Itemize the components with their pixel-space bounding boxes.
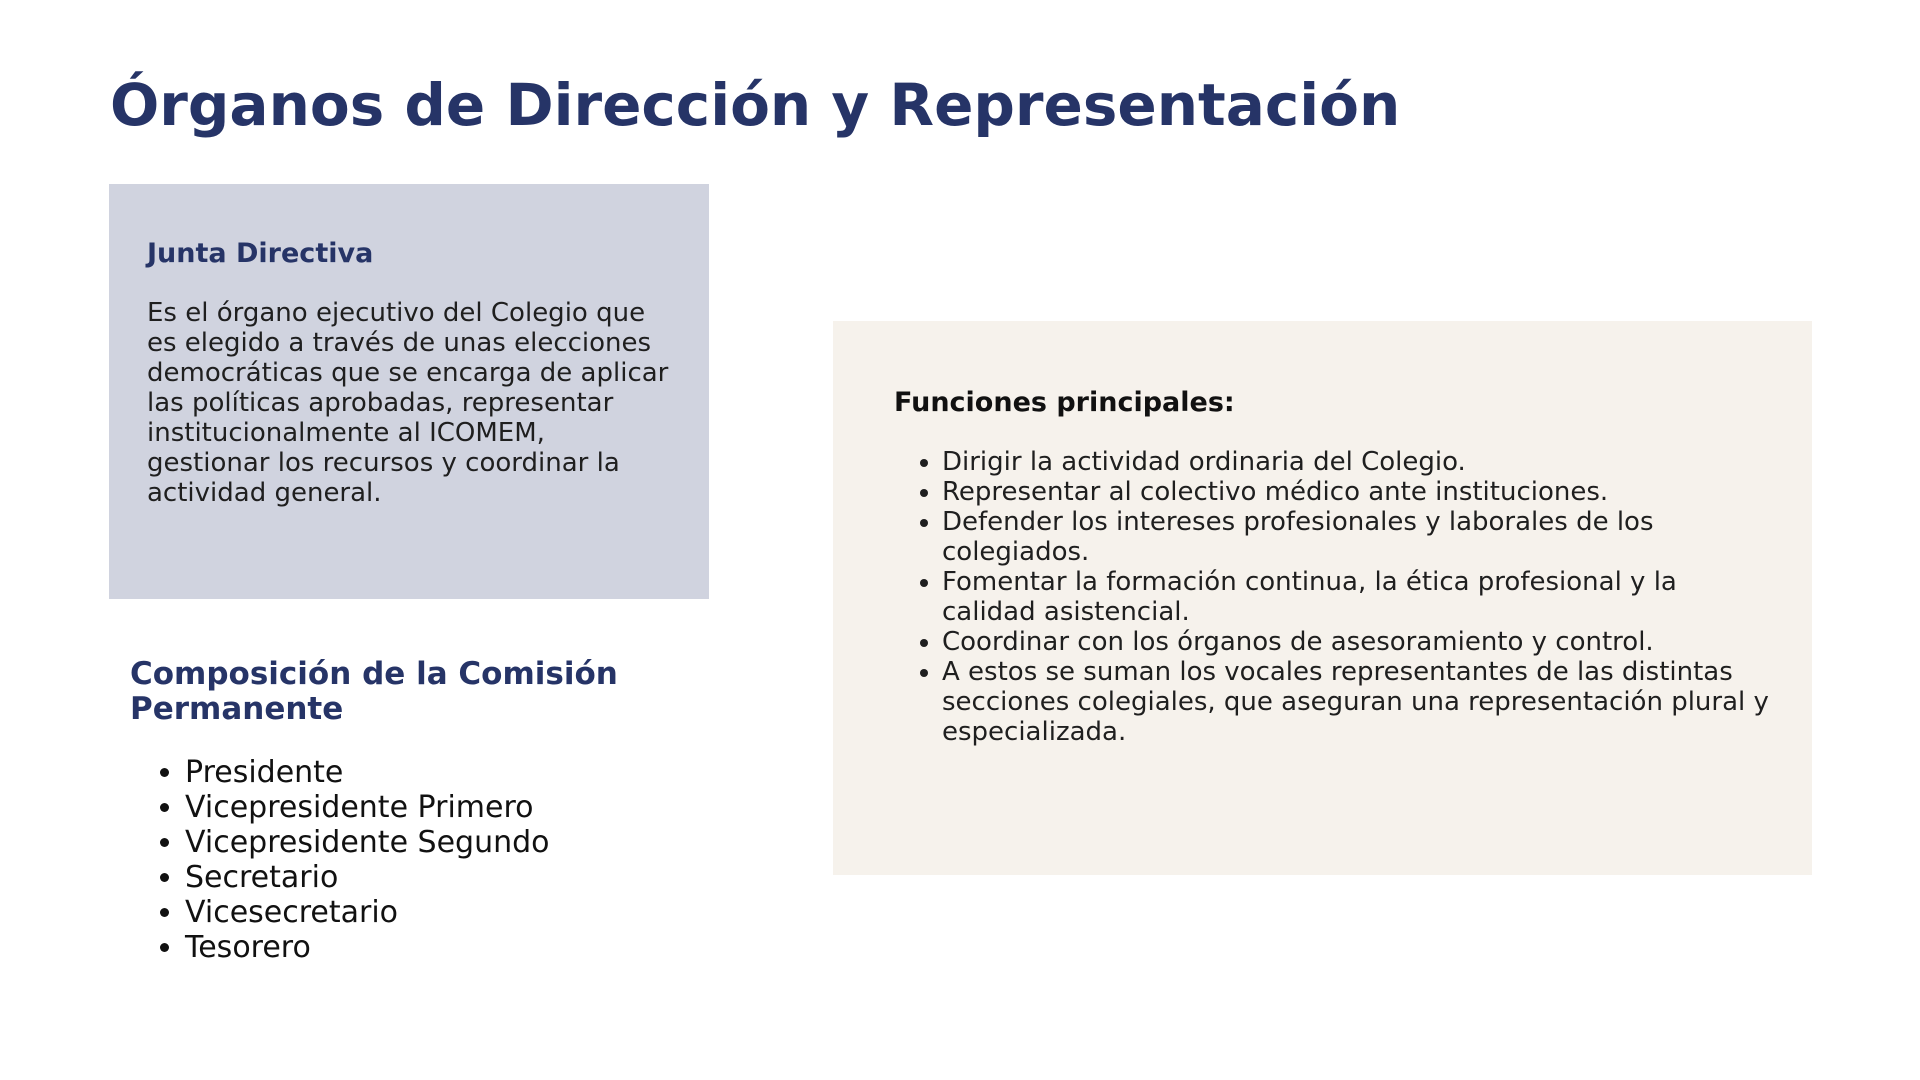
list-item: • Presidente: [185, 755, 690, 790]
funciones-principales-panel: [833, 321, 1812, 875]
list-item: • Tesorero: [185, 930, 690, 965]
comision-permanente-list: [130, 755, 690, 965]
list-item: • Fomentar la formación continua, la ética profesional y la calidad asistencial.: [942, 567, 1772, 627]
funciones-principales-list: [894, 447, 1772, 747]
junta-directiva-panel: [109, 184, 709, 599]
list-item: • Vicesecretario: [185, 895, 690, 930]
list-item: • Vicepresidente Segundo: [185, 825, 690, 860]
funciones-principales-heading: Funciones principales:: [894, 387, 1235, 418]
list-item: • Dirigir la actividad ordinaria del Colegio.: [942, 447, 1772, 477]
junta-directiva-heading: Junta Directiva: [147, 238, 374, 269]
list-item: • Coordinar con los órganos de asesoramiento y control.: [942, 627, 1772, 657]
junta-directiva-description: Es el órgano ejecutivo del Colegio que es elegido a través de unas elecciones democráticas que se encarga de aplicar las políticas aprobadas, representar institucionalmente al ICOMEM, gestionar los recursos y coordinar la actividad general.: [147, 298, 669, 509]
page-title: Órganos de Dirección y Representación: [110, 71, 1401, 139]
list-item: • Vicepresidente Primero: [185, 790, 690, 825]
list-item: • Representar al colectivo médico ante instituciones.: [942, 477, 1772, 507]
list-item: • Defender los intereses profesionales y laborales de los colegiados.: [942, 507, 1772, 567]
comision-permanente-heading: Composición de la Comisión Permanente: [130, 656, 618, 727]
list-item: • Secretario: [185, 860, 690, 895]
comision-permanente-section: [130, 657, 690, 965]
list-item: • A estos se suman los vocales representantes de las distintas secciones colegiales, que aseguran una representación plural y especializada.: [942, 657, 1772, 747]
